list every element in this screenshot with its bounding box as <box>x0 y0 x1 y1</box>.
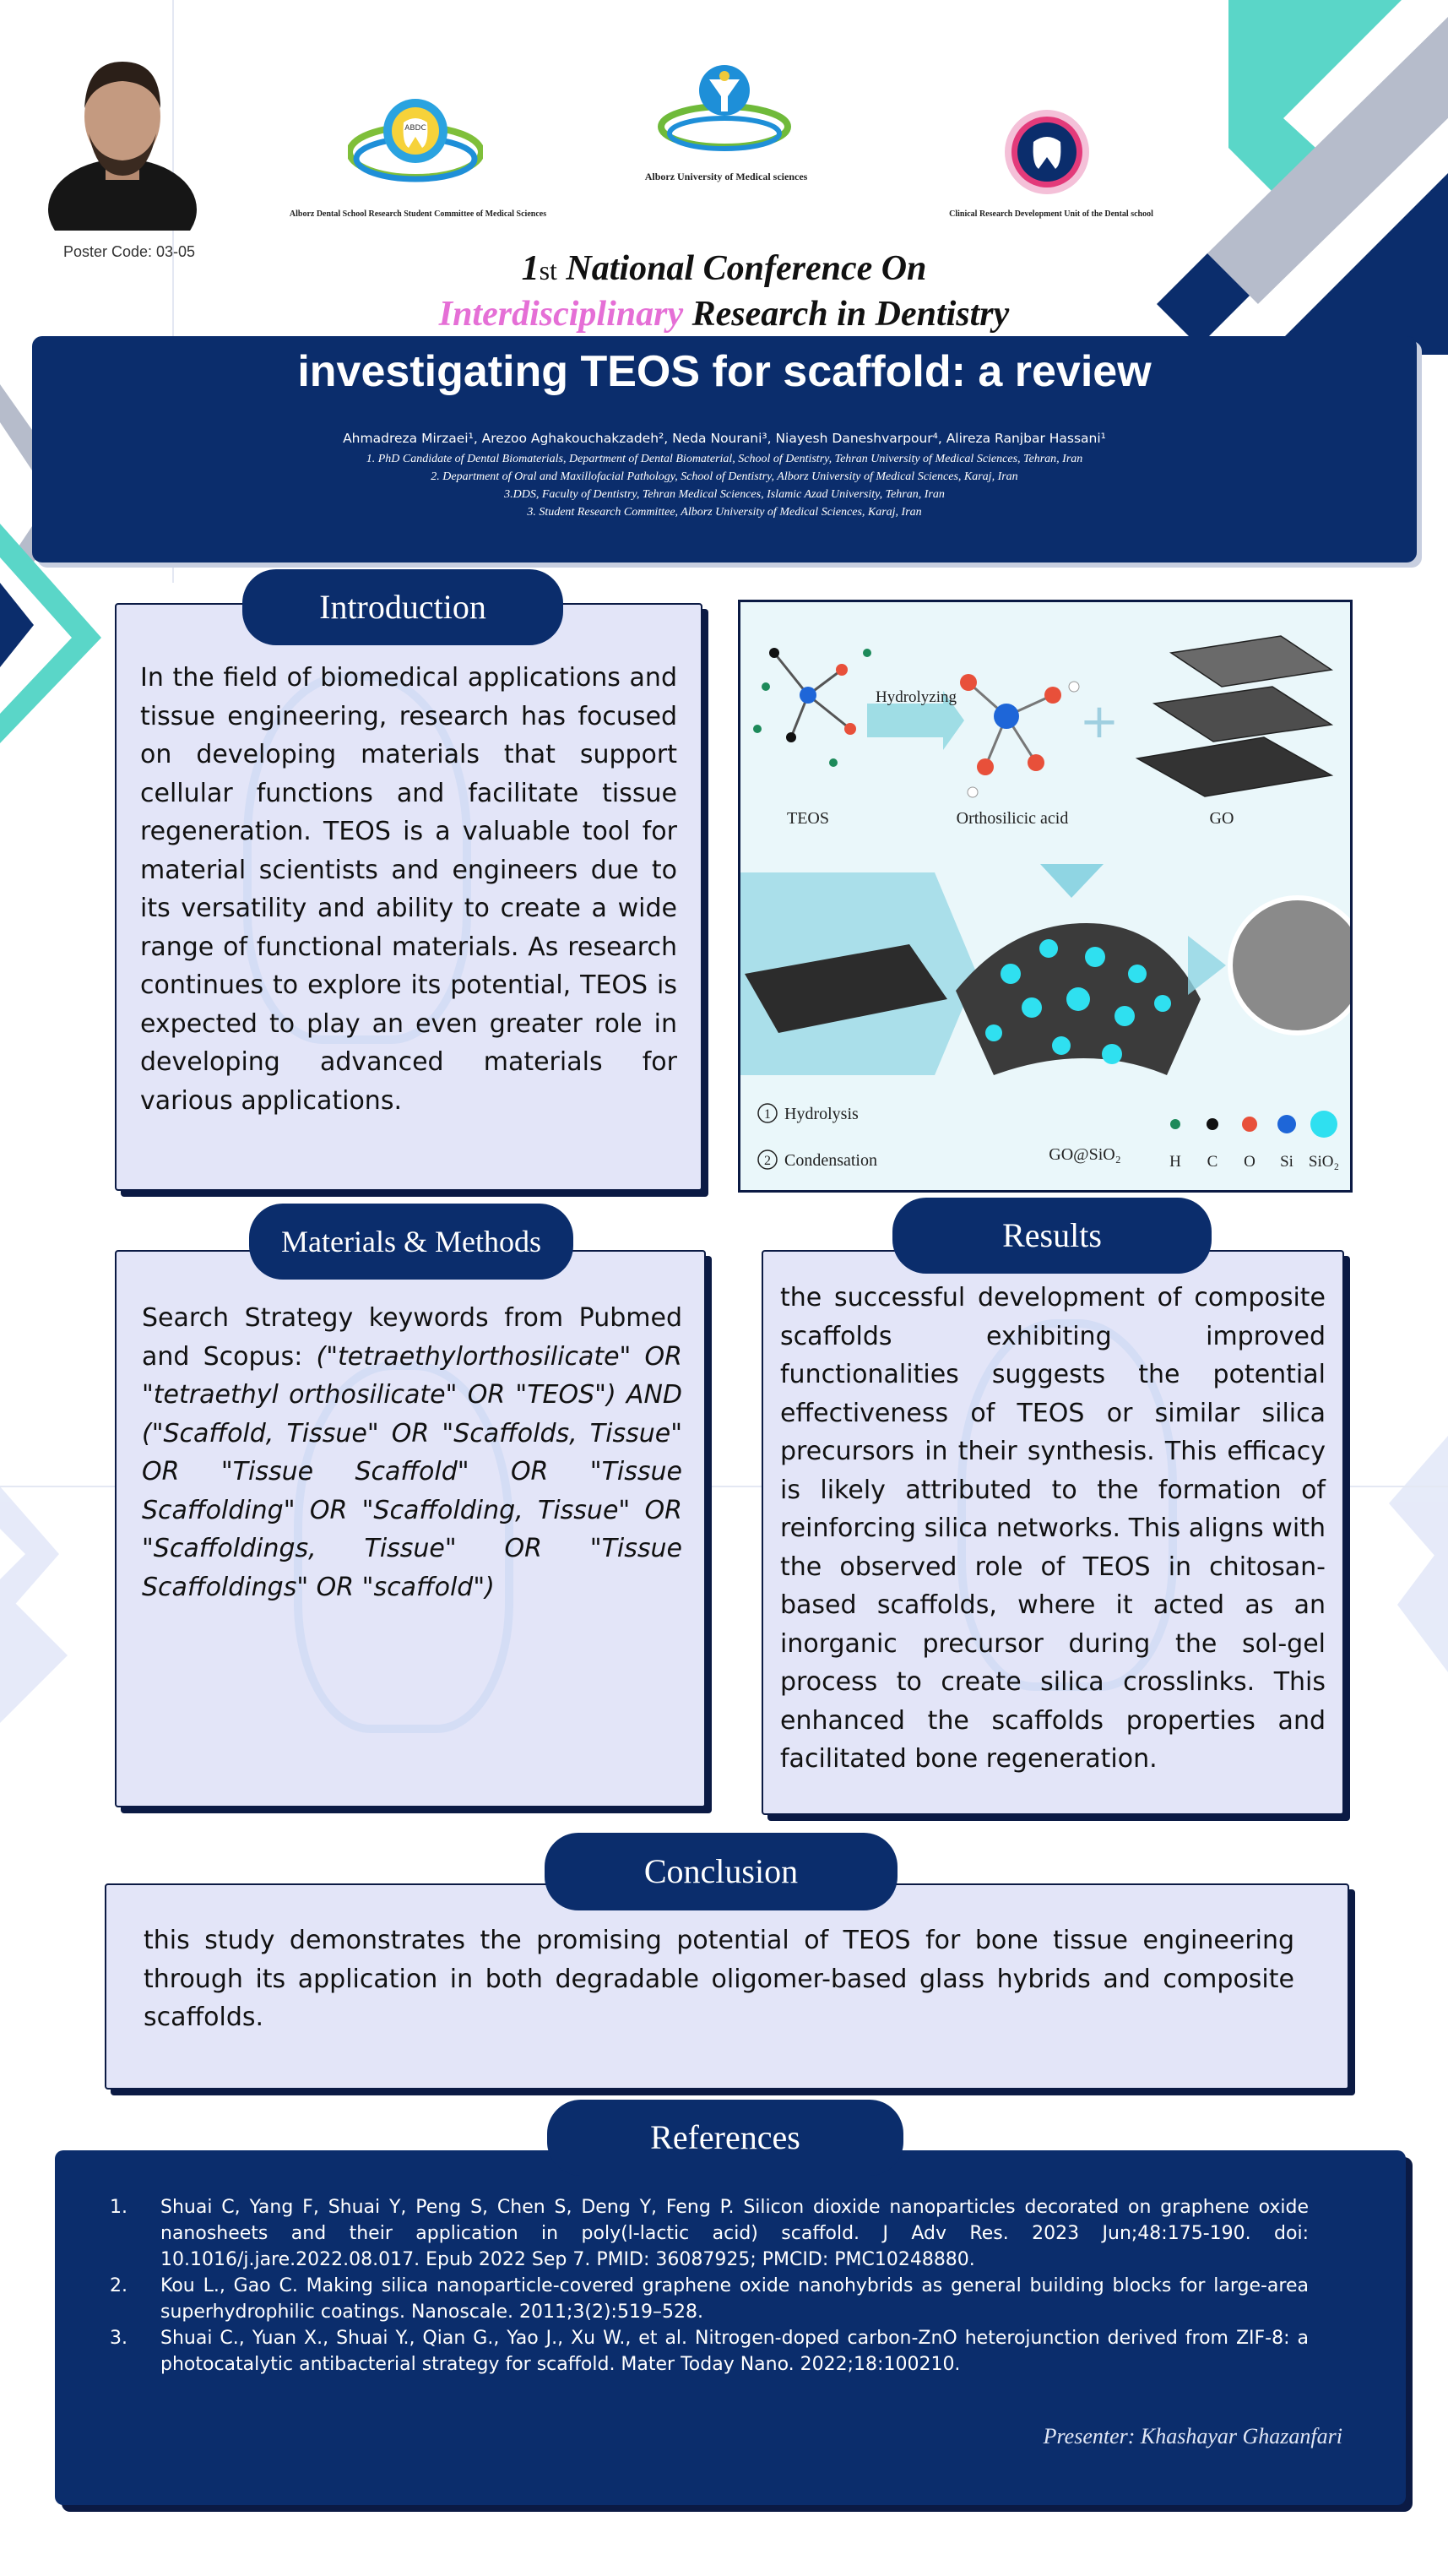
legend-swatch <box>1207 1118 1218 1130</box>
poster-code: Poster Code: 03-05 <box>62 243 196 260</box>
sem-image <box>1230 898 1350 1033</box>
conference-highlight: Interdisciplinary <box>438 295 684 334</box>
dental-school-logo <box>348 84 483 194</box>
conference-line-1-text: National Conference On <box>556 249 927 288</box>
introduction-heading: Introduction <box>242 569 563 645</box>
presenter-photo <box>46 41 198 231</box>
reference-text: Kou L., Gao C. Making silica nanoparticle-covered graphene oxide nanohybrids as general building blocks for large-area superhydrophilic coatings. Nanoscale. 2011;3(2):519–528. <box>160 2275 1309 2323</box>
references-heading: References <box>547 2100 903 2176</box>
step-2-number: 2 <box>764 1154 771 1168</box>
reference-text: Shuai C, Yang F, Shuai Y, Peng S, Chen S, Deng Y, Feng P. Silicon dioxide nanoparticles decorated on graphene oxide nanosheets and their application in poly(l-lactic acid) scaffold. J Adv Res. 2023 Jun;48:175-190. doi: 10.1016/j.jare.2022.08.017. Epub 2022 Sep 7. PMID: 36087925; PMCID: PMC10248880. <box>160 2197 1309 2270</box>
conference-ordinal: 1 <box>521 249 540 288</box>
references-list <box>110 2194 1309 2378</box>
legend-swatch <box>1277 1115 1296 1133</box>
reference-text: Shuai C., Yuan X., Shuai Y., Qian G., Yao J., Xu W., et al. Nitrogen-doped carbon-ZnO heterojunction derived from ZIF-8: a photocatalytic antibacterial strategy for scaffold. Mater Today Nano. 2022;18:100210. <box>160 2328 1309 2375</box>
conference-ordinal-suffix: st <box>539 255 557 285</box>
methods-text <box>142 1299 682 1606</box>
results-heading: Results <box>892 1198 1212 1274</box>
top-right-chevrons <box>1157 0 1448 355</box>
university-logo <box>657 61 792 162</box>
figure-label-orthosilicic: Orthosilicic acid <box>956 809 1069 828</box>
reference-number: 1. <box>110 2197 127 2218</box>
poster-title: investigating TEOS for scaffold: a review <box>297 347 1152 396</box>
reference-number: 2. <box>110 2275 127 2296</box>
conference-line-2-text: Research in Dentistry <box>683 295 1010 334</box>
reference-item <box>110 2325 1309 2378</box>
step-1-number: 1 <box>764 1107 771 1122</box>
figure-label-hydrolysis: Hydrolysis <box>784 1105 859 1123</box>
left-logo-caption: Alborz Dental School Research Student Committee of Medical Sciences <box>289 209 547 219</box>
figure-graphic <box>740 602 1350 1190</box>
right-logo-caption: Clinical Research Development Unit of the Dental school <box>949 209 1153 219</box>
figure-label-condensation: Condensation <box>784 1151 877 1170</box>
affiliation-4: 3. Student Research Committee, Alborz University of Medical Sciences, Karaj, Iran <box>527 506 922 519</box>
conference-line-2 <box>338 292 1110 336</box>
figure-label-hydrolyzing: Hydrolyzing <box>875 688 957 706</box>
conference-title <box>338 247 1110 336</box>
methods-heading: Materials & Methods <box>249 1204 573 1280</box>
methods-lead: Search Strategy keywords from Pubmed and Scopus: <box>142 1303 682 1372</box>
conclusion-text: this study demonstrates the promising potential of TEOS for bone tissue engineering through its application in both degradable oligomer-based glass hybrids and composite scaffolds. <box>144 1926 1294 2032</box>
reference-item <box>110 2194 1309 2273</box>
legend-swatch <box>1242 1117 1257 1132</box>
badge-text: ABDC <box>404 124 426 133</box>
affiliation-3: 3.DDS, Faculty of Dentistry, Tehran Medical Sciences, Islamic Azad University, Tehran, Iran <box>504 488 945 501</box>
legend-label: Si <box>1280 1153 1293 1171</box>
affiliation-1: 1. PhD Candidate of Dental Biomaterials, Department of Dental Biomaterial, School of Dentistry, Tehran University of Medical Sciences, Tehran, Iran <box>366 453 1083 465</box>
results-text: the successful development of composite scaffolds exhibiting improved functionalities suggests the potential effectiveness of TEOS or similar silica precursors in their synthesis. This efficacy is likely attributed to the formation of reinforcing silica networks. This aligns with the observed role of TEOS in chitosan-based scaffolds, where it acted as an inorganic precursor during the sol-gel process to create silica crosslinks. This enhanced the scaffolds properties and facilitated bone regeneration. <box>780 1283 1326 1774</box>
legend-swatch <box>1310 1111 1337 1138</box>
reference-number: 3. <box>110 2328 127 2349</box>
figure-plus: + <box>1079 694 1120 749</box>
center-logo-caption: Alborz University of Medical sciences <box>644 171 808 182</box>
introduction-text: In the field of biomedical applications and tissue engineering, research has focused on developing materials that support cellular functions and facilitate tissue regeneration. TEOS is a valuable tool for material scientists and engineers due to its versatility and ability to create a wide range of functional materials. As research continues to explore its potential, TEOS is expected to play an even greater role in developing advanced materials for various applications. <box>140 663 677 1116</box>
figure-label-product: GO@SiO₂ <box>1049 1145 1121 1164</box>
authors: Ahmadreza Mirzaei¹, Arezoo Aghakouchakzadeh², Neda Nourani³, Niayesh Daneshvarpour⁴, Alireza Ranjbar Hassani¹ <box>343 431 1106 446</box>
conclusion-heading: Conclusion <box>545 1833 898 1910</box>
legend-swatch <box>1170 1119 1180 1129</box>
presenter-signature: Presenter: Khashayar Ghazanfari <box>1043 2424 1342 2448</box>
legend-label: H <box>1169 1153 1181 1171</box>
clinical-unit-logo <box>1003 108 1091 196</box>
affiliation-2: 2. Department of Oral and Maxillofacial Pathology, School of Dentistry, Alborz University of Medical Sciences, Karaj, Iran <box>431 470 1018 483</box>
reference-item <box>110 2273 1309 2325</box>
legend-label: O <box>1244 1153 1255 1171</box>
teos-go-figure <box>738 600 1353 1193</box>
conference-line-1 <box>338 247 1110 292</box>
legend-label: SiO₂ <box>1308 1153 1340 1171</box>
methods-query: ("tetraethylorthosilicate" OR "tetraethyl orthosilicate" OR "TEOS") AND ("Scaffold, Tissue" OR "Scaffolds, Tissue" OR "Tissue Scaffold" OR "Tissue Scaffolding" OR "Scaffolding, Tissue" OR "Scaffoldings, Tissue" OR "Tissue Scaffoldings" OR "scaffold") <box>142 1341 682 1602</box>
figure-label-teos: TEOS <box>787 809 829 828</box>
figure-label-go: GO <box>1209 809 1234 828</box>
legend-label: C <box>1207 1153 1218 1171</box>
